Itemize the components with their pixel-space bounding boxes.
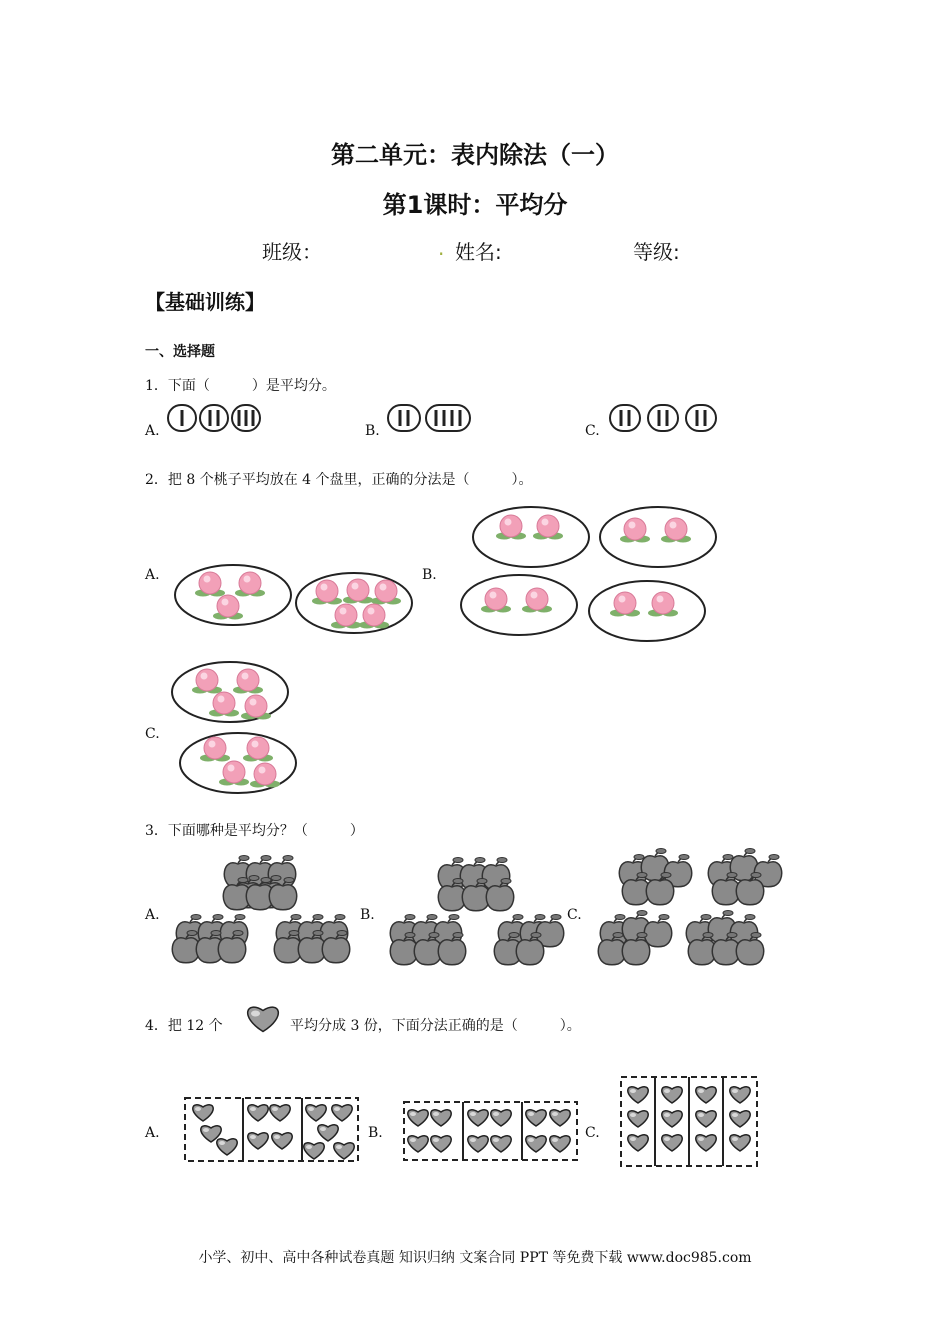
grade-label: 等级:	[633, 240, 680, 264]
q3-option-c[interactable]: C.	[567, 907, 582, 923]
heart-icon	[730, 1087, 750, 1103]
heart-icon	[628, 1135, 648, 1151]
question-4-start: 4．把 12 个	[145, 1018, 223, 1034]
heart-icon	[550, 1110, 570, 1126]
name-label: 姓名:	[455, 240, 502, 264]
heart-icon	[491, 1136, 511, 1152]
heart-icon	[217, 1139, 237, 1155]
heart-icon	[628, 1087, 648, 1103]
heart-icon	[696, 1111, 716, 1127]
heart-icon	[332, 1105, 352, 1121]
heart-icon	[468, 1136, 488, 1152]
question-4-end: 平均分成 3 份，下面分法正确的是（ ）。	[290, 1018, 581, 1034]
footer-text: 小学、初中、高中各种试卷真题 知识归纳 文案合同 PPT 等免费下载 www.doc985.com	[198, 1250, 752, 1266]
heart-icon	[526, 1110, 546, 1126]
heart-icon	[431, 1110, 451, 1126]
heart-icon	[306, 1105, 326, 1121]
heart-icon	[526, 1136, 546, 1152]
heart-icon	[662, 1135, 682, 1151]
heart-icon	[248, 1007, 279, 1031]
question-2: 2．把 8 个桃子平均放在 4 个盘里，正确的分法是（ ）。	[145, 472, 533, 488]
q4-option-a[interactable]: A.	[145, 1125, 160, 1141]
q4-option-c[interactable]: C.	[585, 1125, 600, 1141]
heart-icon	[550, 1136, 570, 1152]
subsection-heading: 一、选择题	[145, 344, 215, 360]
heart-icon	[193, 1105, 213, 1121]
heart-icon	[431, 1136, 451, 1152]
heart-icon	[696, 1087, 716, 1103]
heart-icon	[248, 1133, 268, 1149]
heart-icon	[304, 1143, 324, 1159]
heart-icon	[408, 1110, 428, 1126]
q1-option-c[interactable]: C.	[585, 423, 600, 439]
class-label: 班级：	[262, 240, 322, 264]
heart-icon	[468, 1110, 488, 1126]
question-1: 1．下面（ ）是平均分。	[145, 378, 336, 394]
dot-mark: .	[438, 236, 445, 260]
question-3: 3．下面哪种是平均分？（ ）	[145, 823, 364, 839]
heart-icon	[628, 1111, 648, 1127]
q3-option-b[interactable]: B.	[360, 907, 375, 923]
q1-option-b[interactable]: B.	[365, 423, 380, 439]
section-heading: 【基础训练】	[145, 290, 265, 314]
heart-icon	[730, 1135, 750, 1151]
q3-option-a[interactable]: A.	[145, 907, 160, 923]
heart-icon	[318, 1125, 338, 1141]
q2-option-b[interactable]: B.	[422, 567, 437, 583]
heart-icon	[408, 1136, 428, 1152]
q2-option-a[interactable]: A.	[145, 567, 160, 583]
heart-icon	[270, 1105, 290, 1121]
heart-icon	[696, 1135, 716, 1151]
heart-icon	[272, 1133, 292, 1149]
lesson-title: 第1课时：平均分	[382, 191, 568, 219]
heart-icon	[334, 1143, 354, 1159]
heart-icon	[662, 1111, 682, 1127]
heart-icon	[730, 1111, 750, 1127]
heart-icon	[491, 1110, 511, 1126]
q2-option-c[interactable]: C.	[145, 726, 160, 742]
q4-option-b[interactable]: B.	[368, 1125, 383, 1141]
page-title: 第二单元：表内除法（一）	[331, 141, 619, 169]
heart-icon	[662, 1087, 682, 1103]
heart-icon	[248, 1105, 268, 1121]
q1-option-a[interactable]: A.	[145, 423, 160, 439]
